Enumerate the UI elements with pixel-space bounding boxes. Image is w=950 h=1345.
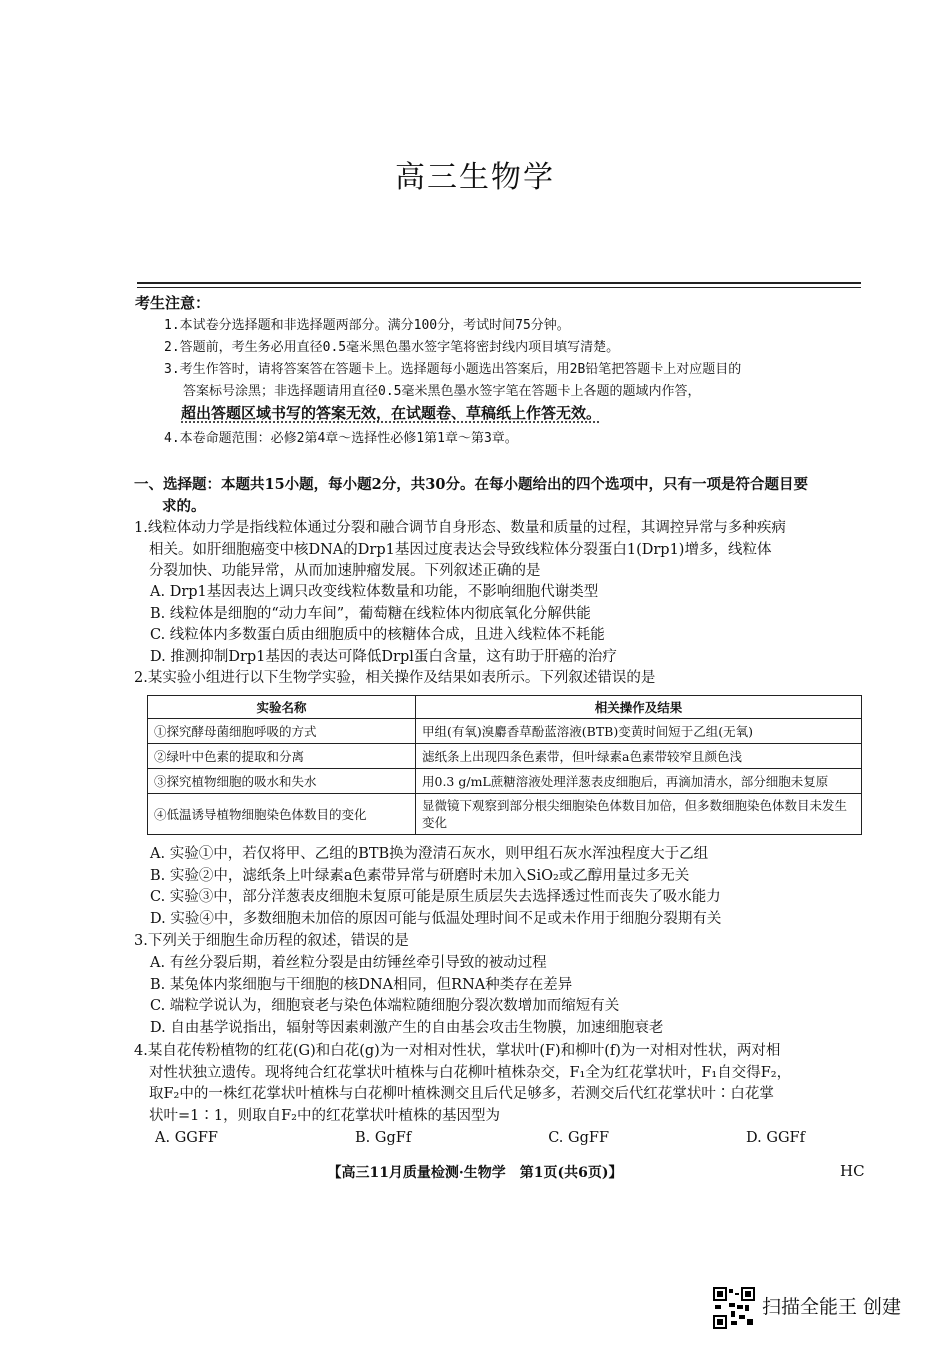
q1-option-b: B. 线粒体是细胞的“动力车间”，葡萄糖在线粒体内彻底氧化分解供能 [150, 605, 591, 622]
q3-options [150, 953, 865, 1039]
table-row [148, 769, 862, 794]
qr-code-icon [713, 1287, 755, 1329]
q3-option-d: D. 自由基学说指出，辐射等因素刺激产生的自由基会攻击生物膜，加速细胞衰老 [150, 1019, 664, 1036]
q1-option-c: C. 线粒体内多数蛋白质由细胞质中的核糖体合成，且进入线粒体不耗能 [150, 627, 605, 643]
q3-option-a: A. 有丝分裂后期，着丝粒分裂是由纺锤丝牵引导致的被动过程 [150, 955, 547, 971]
q2-option-a: A. 实验①中，若仅将甲、乙组的BTB换为澄清石灰水，则甲组石灰水浑浊程度大于乙组 [150, 846, 709, 862]
q4-line: 4.某自花传粉植物的红花(G)和白花(g)为一对相对性状，掌状叶(F)和柳叶(f)为一对相对性状，两对相 [134, 1043, 781, 1059]
table-cell: ②绿叶中色素的提取和分离 [148, 744, 416, 769]
question-4 [134, 1041, 869, 1127]
q1-line: 1.线粒体动力学是指线粒体通过分裂和融合调节自身形态、数量和质量的过程，其调控异常与多种疾病 [134, 520, 786, 536]
q4-choice-d: D. GGFf [746, 1130, 805, 1146]
question-1 [134, 518, 869, 583]
table-cell: 用0.3 g/mL蔗糖溶液处理洋葱表皮细胞后，再滴加清水，部分细胞未复原 [416, 769, 862, 794]
q3-option-c: C. 端粒学说认为，细胞衰老与染色体端粒随细胞分裂次数增加而缩短有关 [150, 998, 620, 1014]
notice-item-4: 4.本卷命题范围：必修2第4章～选择性必修1第1章～第3章。 [164, 431, 518, 446]
scanner-watermark: 扫描全能王 创建 [762, 1296, 902, 1318]
section-heading: 一、选择题：本题共15小题，每小题2分，共30分。在每小题给出的四个选项中，只有一项是符合题目要 求的。 [134, 476, 808, 515]
paper-code: HC [840, 1162, 865, 1180]
q4-line: 对性状独立遗传。现将纯合红花掌状叶植株与白花柳叶植株杂交，F₁全为红花掌状叶，F₁自交得F₂， [149, 1064, 792, 1081]
table-cell: 显微镜下观察到部分根尖细胞染色体数目加倍，但多数细胞染色体数目未发生变化 [416, 794, 862, 835]
table-header: 相关操作及结果 [416, 696, 862, 719]
experiment-table [147, 695, 862, 835]
q2-option-c: C. 实验③中，部分洋葱表皮细胞未复原可能是原生质层失去选择透过性而丧失了吸水能力 [150, 889, 721, 905]
table-cell: ③探究植物细胞的吸水和失水 [148, 769, 416, 794]
q1-options [150, 582, 865, 668]
q1-line: 分裂加快、功能异常，从而加速肿瘤发展。下列叙述正确的是 [149, 563, 541, 579]
table-cell: 甲组(有氧)溴麝香草酚蓝溶液(BTB)变黄时间短于乙组(无氧) [416, 719, 862, 744]
table-cell: ④低温诱导植物细胞染色体数目的变化 [148, 794, 416, 835]
table-cell: 滤纸条上出现四条色素带，但叶绿素a色素带较窄且颜色浅 [416, 744, 862, 769]
q2-options [150, 844, 865, 930]
q1-option-a: A. Drp1基因表达上调只改变线粒体数量和功能，不影响细胞代谢类型 [150, 584, 599, 600]
table-row [148, 794, 862, 835]
notice-item-3-emphasis: 超出答题区域书写的答案无效，在试题卷、草稿纸上作答无效。 [181, 404, 602, 422]
page-footer: 【高三11月质量检测·生物学 第1页(共6页)】 [327, 1165, 623, 1181]
table-row [148, 719, 862, 744]
q4-choice-c: C. GgFF [548, 1130, 610, 1146]
notice-item-3: 3.考生作答时，请将答案答在答题卡上。选择题每小题选出答案后，用2B铅笔把答题卡上对应题目的 [164, 362, 742, 377]
q4-line: 状叶=1∶1，则取自F₂中的红花掌状叶植株的基因型为 [149, 1107, 500, 1124]
header-rule [137, 282, 861, 284]
q4-line: 取F₂中的一株红花掌状叶植株与白花柳叶植株测交且后代足够多，若测交后代红花掌状叶∶白花掌 [149, 1086, 774, 1102]
q4-choice-a: A. GGFF [155, 1130, 218, 1146]
q3-option-b: B. 某兔体内浆细胞与干细胞的核DNA相同，但RNA种类存在差异 [150, 976, 573, 993]
header-rule-thin [137, 287, 861, 288]
q1-line: 相关。如肝细胞癌变中核DNA的Drp1基因过度表达会导致线粒体分裂蛋白1(Drp1)增多，线粒体 [149, 541, 772, 558]
table-row [148, 744, 862, 769]
table-header-row [148, 696, 862, 719]
notice-item-1: 1.本试卷分选择题和非选择题两部分。满分100分，考试时间75分钟。 [164, 318, 570, 333]
q2-stem: 2.某实验小组进行以下生物学实验，相关操作及结果如表所示。下列叙述错误的是 [134, 670, 656, 686]
q1-option-d: D. 推测抑制Drp1基因的表达可降低Drpl蛋白含量，这有助于肝癌的治疗 [150, 648, 617, 665]
q3-stem: 3.下列关于细胞生命历程的叙述，错误的是 [134, 933, 409, 949]
q2-option-d: D. 实验④中，多数细胞未加倍的原因可能与低温处理时间不足或未作用于细胞分裂期有关 [150, 910, 722, 927]
q4-choice-b: B. GgFf [355, 1130, 412, 1146]
page-title: 高三生物学 [395, 160, 555, 195]
notice-heading: 考生注意： [135, 294, 211, 312]
table-cell: ①探究酵母菌细胞呼吸的方式 [148, 719, 416, 744]
notice-item-3-cont: 答案标号涂黑；非选择题请用直径0.5毫米黑色墨水签字笔在答题卡上各题的题域内作答， [183, 384, 701, 399]
notice-item-2: 2.答题前，考生务必用直径0.5毫米黑色墨水签字笔将密封线内项目填写清楚。 [164, 340, 620, 355]
table-header: 实验名称 [148, 696, 416, 719]
q4-choices [155, 1128, 865, 1150]
q2-option-b: B. 实验②中，滤纸条上叶绿素a色素带异常与研磨时未加入SiO₂或乙醇用量过多无关 [150, 867, 690, 884]
